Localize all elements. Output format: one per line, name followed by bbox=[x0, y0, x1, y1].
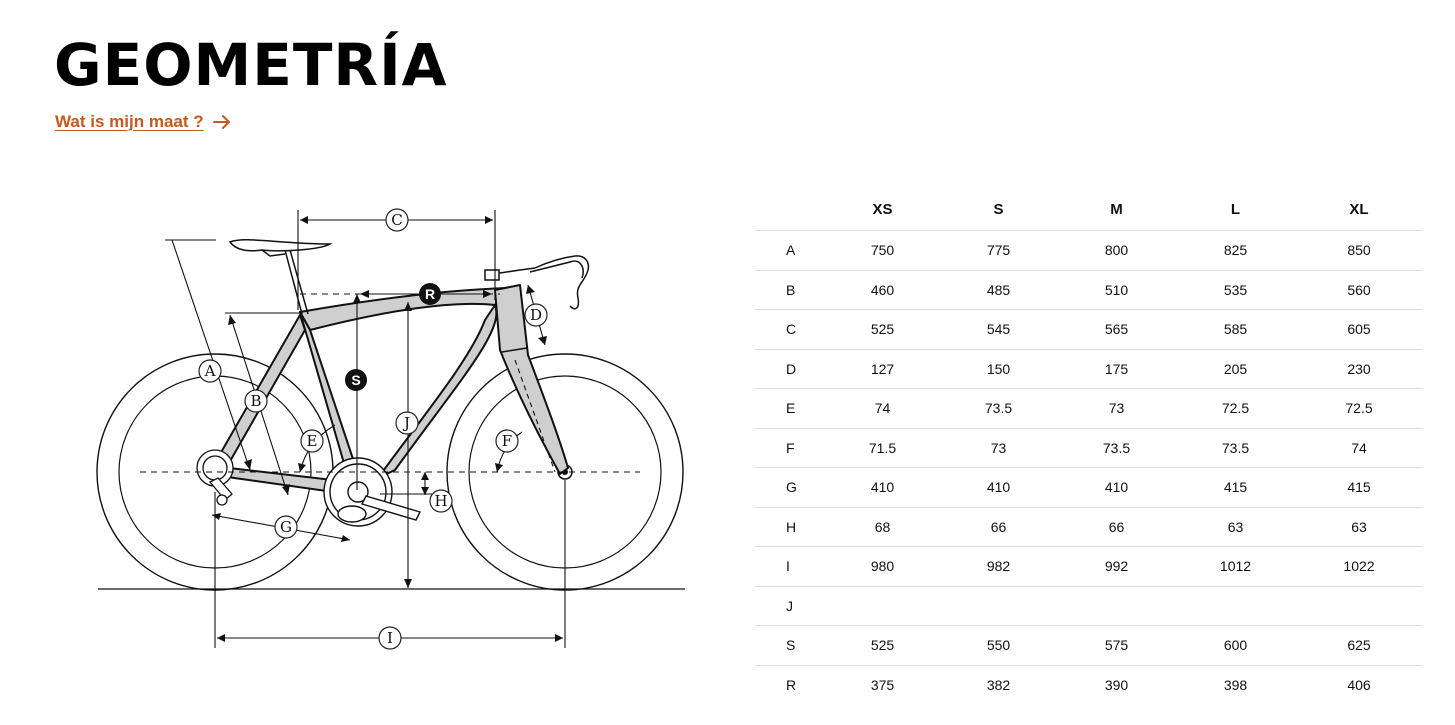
svg-text:D: D bbox=[529, 306, 543, 324]
table-cell: 72.5 bbox=[1176, 389, 1295, 429]
table-row bbox=[755, 468, 1423, 508]
row-label: E bbox=[755, 389, 825, 429]
arrowheads bbox=[212, 216, 563, 642]
table-body bbox=[755, 231, 1423, 705]
table-header-row bbox=[755, 188, 1423, 231]
bike-geometry-diagram bbox=[90, 200, 695, 660]
table-cell: 72.5 bbox=[1295, 389, 1423, 429]
row-label: R bbox=[786, 676, 797, 693]
row-label: D bbox=[755, 349, 825, 389]
row-label: G bbox=[755, 468, 825, 508]
table-cell bbox=[1057, 586, 1176, 626]
label-j bbox=[396, 412, 418, 434]
table-cell: 175 bbox=[1057, 349, 1176, 389]
label-h bbox=[430, 490, 452, 512]
size-guide-link-label: Wat is mijn maat ? bbox=[55, 112, 204, 131]
table-cell: 1012 bbox=[1176, 547, 1295, 587]
table-row bbox=[755, 349, 1423, 389]
table-cell: 535 bbox=[1176, 270, 1295, 310]
label-e bbox=[301, 430, 323, 452]
size-column-header: XL bbox=[1295, 188, 1423, 231]
table-cell: 800 bbox=[1057, 231, 1176, 271]
page-title: GEOMETRÍA bbox=[54, 31, 448, 99]
svg-text:F: F bbox=[501, 432, 513, 450]
table-cell: 585 bbox=[1176, 310, 1295, 350]
table-row bbox=[755, 626, 1423, 666]
size-column-header: M bbox=[1057, 188, 1176, 231]
saddle bbox=[230, 240, 330, 314]
table-cell: 68 bbox=[825, 507, 940, 547]
table-cell: 127 bbox=[825, 349, 940, 389]
size-column-header: XS bbox=[825, 188, 940, 231]
table-cell: 565 bbox=[1057, 310, 1176, 350]
table-cell: 71.5 bbox=[825, 428, 940, 468]
table-cell: 73 bbox=[1057, 389, 1176, 429]
crankset bbox=[324, 458, 420, 526]
table-cell: 1022 bbox=[1295, 547, 1423, 587]
table-cell: 775 bbox=[940, 231, 1057, 271]
table-cell: 66 bbox=[940, 507, 1057, 547]
table-cell: 600 bbox=[1176, 626, 1295, 666]
table-cell: 982 bbox=[940, 547, 1057, 587]
table-cell: 980 bbox=[825, 547, 940, 587]
table-cell: 485 bbox=[940, 270, 1057, 310]
dimension-lines bbox=[165, 210, 565, 648]
table-row bbox=[755, 428, 1423, 468]
table-cell: 406 bbox=[1347, 676, 1371, 693]
svg-text:I: I bbox=[387, 629, 393, 647]
table-cell: 63 bbox=[1176, 507, 1295, 547]
table-cell: 825 bbox=[1176, 231, 1295, 271]
table-cell: 63 bbox=[1295, 507, 1423, 547]
table-cell: 73.5 bbox=[940, 389, 1057, 429]
row-label: A bbox=[755, 231, 825, 271]
svg-text:H: H bbox=[434, 492, 448, 510]
table-row bbox=[755, 389, 1423, 429]
table-cell: 545 bbox=[940, 310, 1057, 350]
table-cell: 230 bbox=[1295, 349, 1423, 389]
label-s bbox=[345, 369, 367, 391]
svg-text:B: B bbox=[250, 392, 262, 410]
table-cell: 74 bbox=[825, 389, 940, 429]
table-cell: 575 bbox=[1057, 626, 1176, 666]
arrow-right-icon bbox=[212, 112, 232, 132]
table-cell: 525 bbox=[825, 310, 940, 350]
label-f bbox=[496, 430, 518, 452]
table-cell: 375 bbox=[870, 676, 895, 693]
svg-text:R: R bbox=[424, 286, 436, 302]
row-label: I bbox=[755, 547, 825, 587]
row-label: F bbox=[755, 428, 825, 468]
row-label: J bbox=[755, 586, 825, 626]
table-cell: 73 bbox=[940, 428, 1057, 468]
table-cell: 510 bbox=[1057, 270, 1176, 310]
svg-text:G: G bbox=[280, 518, 292, 536]
table-cell: 992 bbox=[1057, 547, 1176, 587]
table-cell: 205 bbox=[1176, 349, 1295, 389]
table-cell: 410 bbox=[940, 468, 1057, 508]
label-r bbox=[419, 283, 441, 305]
label-i bbox=[379, 627, 401, 649]
table-row bbox=[755, 231, 1423, 271]
table-cell bbox=[940, 586, 1057, 626]
table-row bbox=[755, 507, 1423, 547]
table-row bbox=[755, 310, 1423, 350]
label-a bbox=[199, 360, 221, 382]
size-column-header: S bbox=[940, 188, 1057, 231]
table-cell: 605 bbox=[1295, 310, 1423, 350]
svg-text:J: J bbox=[403, 414, 411, 432]
svg-text:S: S bbox=[351, 372, 361, 388]
table-cell bbox=[825, 586, 940, 626]
table-cell: 150 bbox=[940, 349, 1057, 389]
table-cell: 850 bbox=[1295, 231, 1423, 271]
svg-text:E: E bbox=[306, 432, 318, 450]
size-column-header: L bbox=[1176, 188, 1295, 231]
row-label: H bbox=[755, 507, 825, 547]
table-cell: 550 bbox=[940, 626, 1057, 666]
svg-text:A: A bbox=[204, 362, 216, 380]
table-row bbox=[755, 665, 1423, 704]
table-cell: 415 bbox=[1295, 468, 1423, 508]
table-cell bbox=[1176, 586, 1295, 626]
table-cell: 460 bbox=[825, 270, 940, 310]
table-cell: 382 bbox=[986, 676, 1011, 693]
label-c bbox=[386, 209, 408, 231]
table-cell: 410 bbox=[825, 468, 940, 508]
label-d bbox=[525, 304, 547, 326]
label-g bbox=[275, 516, 297, 538]
row-label: B bbox=[755, 270, 825, 310]
table-cell: 525 bbox=[825, 626, 940, 666]
row-label: S bbox=[755, 626, 825, 666]
table-cell: 73.5 bbox=[1057, 428, 1176, 468]
table-cell: 625 bbox=[1295, 626, 1423, 666]
row-label: C bbox=[755, 310, 825, 350]
table-cell: 74 bbox=[1295, 428, 1423, 468]
table-cell: 750 bbox=[825, 231, 940, 271]
table-cell bbox=[1295, 586, 1423, 626]
table-row bbox=[755, 547, 1423, 587]
svg-text:C: C bbox=[391, 211, 403, 229]
table-row bbox=[755, 586, 1423, 626]
table-cell: 73.5 bbox=[1176, 428, 1295, 468]
table-row bbox=[755, 270, 1423, 310]
label-b bbox=[245, 390, 267, 412]
table-cell: 415 bbox=[1176, 468, 1295, 508]
table-cell: 410 bbox=[1057, 468, 1176, 508]
table-cell: 390 bbox=[1104, 676, 1129, 693]
table-cell: 560 bbox=[1295, 270, 1423, 310]
size-guide-link[interactable] bbox=[55, 112, 232, 132]
table-cell: 66 bbox=[1057, 507, 1176, 547]
table-header-corner bbox=[755, 188, 825, 231]
geometry-table bbox=[755, 188, 1423, 704]
table-cell: 398 bbox=[1223, 676, 1248, 693]
